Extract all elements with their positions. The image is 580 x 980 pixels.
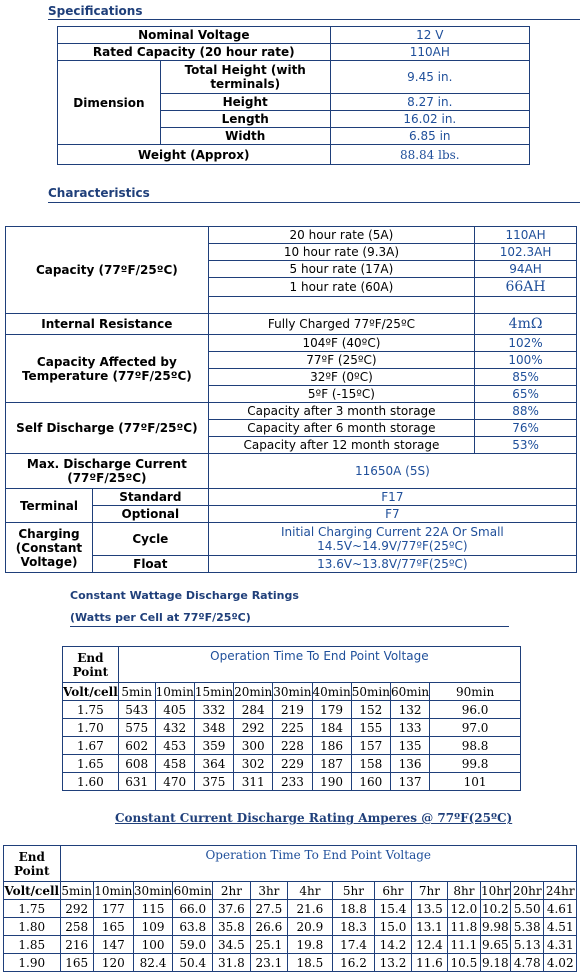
- storage-value: 76%: [475, 420, 577, 437]
- cw-title: Constant Wattage Discharge Ratings: [70, 589, 299, 602]
- rating-value: 302: [234, 755, 273, 773]
- float-value: 13.6V~13.8V/77ºF(25ºC): [208, 556, 576, 573]
- endpoint-header: End Point: [63, 647, 119, 683]
- rating-value: 135: [390, 737, 429, 755]
- rating-value: 9.18: [481, 955, 509, 970]
- column-header: 24hr: [545, 883, 575, 898]
- rating-value: 10.2: [481, 901, 509, 916]
- table-row: [4, 936, 577, 954]
- height-value: 8.27 in.: [330, 94, 529, 111]
- voltcell-value: 1.70: [63, 719, 119, 737]
- rating-value: 332: [194, 701, 233, 719]
- voltcell-value: 1.67: [63, 737, 119, 755]
- storage-condition: Capacity after 3 month storage: [208, 403, 474, 420]
- cw-rule: [70, 626, 509, 627]
- rating-value: 184: [312, 719, 351, 737]
- rating-value: 35.8: [213, 918, 250, 936]
- table-row: [4, 954, 577, 972]
- column-header: 90min: [430, 683, 521, 701]
- rating-value: 219: [273, 701, 312, 719]
- rating-value: 11.1: [448, 936, 480, 954]
- rating-value: 132: [390, 701, 429, 719]
- table-row: [6, 523, 577, 556]
- capacity-temp-label: Capacity Affected by Temperature (77ºF/25ºC): [6, 335, 209, 403]
- column-header: 10min: [155, 684, 194, 699]
- column-header: 20min: [234, 684, 273, 699]
- temp-condition: 77ºF (25ºC): [208, 352, 474, 369]
- rating-value: 190: [312, 773, 351, 791]
- rating-value: 16.2: [332, 954, 375, 972]
- charging-label: Charging (Constant Voltage): [6, 523, 93, 573]
- table-row: [63, 773, 521, 791]
- rating-value: 10.5: [448, 954, 480, 972]
- voltcell-value: 1.85: [4, 936, 61, 954]
- rating-value: 13.5: [411, 900, 447, 918]
- storage-condition: Capacity after 6 month storage: [208, 420, 474, 437]
- weight-value: 88.84 lbs.: [330, 145, 529, 165]
- rating-value: 575: [118, 719, 155, 737]
- capacity-rate: 5 hour rate (17A): [208, 261, 474, 278]
- column-header: 4hr: [288, 882, 333, 900]
- column-header: 60min: [390, 684, 430, 699]
- rating-value: 292: [60, 900, 93, 918]
- rating-value: 165: [93, 918, 133, 936]
- rating-value: 13.1: [411, 918, 447, 936]
- rating-value: 18.3: [332, 918, 375, 936]
- column-header: 30min: [273, 684, 312, 699]
- temp-condition: 5ºF (-15ºC): [208, 386, 474, 403]
- rating-value: 18.8: [332, 900, 375, 918]
- rating-value: 179: [312, 701, 351, 719]
- cycle-value: [208, 523, 576, 556]
- rating-value: 99.8: [430, 755, 521, 773]
- self-discharge-label: Self Discharge (77ºF/25ºC): [6, 403, 209, 454]
- rating-value: 359: [194, 737, 233, 755]
- cw-subtitle: (Watts per Cell at 77ºF/25ºC): [70, 611, 251, 624]
- column-header: 40min: [312, 684, 351, 699]
- rating-value: 4.51: [544, 918, 577, 936]
- rating-value: 23.1: [250, 954, 287, 972]
- rating-value: 19.8: [288, 936, 333, 954]
- rating-value: 37.6: [213, 900, 250, 918]
- rating-value: 96.0: [430, 701, 521, 719]
- storage-value: 53%: [475, 437, 577, 454]
- terminal-label: Terminal: [6, 489, 93, 523]
- max-discharge-label: Max. Discharge Current (77ºF/25ºC): [6, 454, 209, 489]
- cycle-value-line-2: 14.5V~14.9V/77ºF(25ºC): [317, 539, 468, 553]
- rating-value: 21.6: [288, 900, 333, 918]
- rating-value: 100: [133, 936, 173, 954]
- internal-resistance-condition: Fully Charged 77ºF/25ºC: [208, 314, 474, 335]
- rating-value: 101: [430, 773, 521, 791]
- column-header: 2hr: [213, 882, 250, 900]
- rating-value: 4.02: [544, 954, 577, 972]
- nominal-voltage-value: 12 V: [330, 27, 529, 44]
- length-label: Length: [160, 111, 330, 128]
- rating-value: 63.8: [173, 918, 213, 936]
- table-row: [58, 44, 530, 61]
- table-row: [4, 918, 577, 936]
- rating-value: 147: [93, 936, 133, 954]
- rating-value: 258: [60, 918, 93, 936]
- rating-value: 233: [273, 773, 312, 791]
- rated-capacity-value: 110AH: [330, 44, 529, 61]
- voltcell-header: Volt/cell: [4, 883, 60, 898]
- rating-value: 136: [390, 755, 429, 773]
- rating-value: 66.0: [173, 900, 213, 918]
- voltcell-value: 1.75: [63, 701, 119, 719]
- float-label: Float: [92, 556, 208, 573]
- voltcell-value: 1.90: [4, 954, 61, 972]
- voltcell-value: 1.75: [4, 900, 61, 918]
- column-header: 30min: [133, 883, 173, 898]
- table-row: [63, 737, 521, 755]
- rating-value: 602: [118, 737, 155, 755]
- total-height-value: 9.45 in.: [330, 61, 529, 94]
- rating-value: 11.6: [411, 954, 447, 972]
- capacity-rate: 1 hour rate (60A): [208, 278, 474, 297]
- rating-value: 155: [351, 719, 390, 737]
- cycle-value-line-1: Initial Charging Current 22A Or Small: [280, 525, 504, 539]
- nominal-voltage-label: Nominal Voltage: [58, 27, 331, 44]
- characteristics-table: [5, 226, 577, 573]
- optional-value: F7: [208, 506, 576, 523]
- column-header: 10hr: [480, 883, 510, 898]
- width-label: Width: [160, 128, 330, 145]
- rating-value: 12.4: [411, 936, 447, 954]
- rating-value: 97.0: [430, 719, 521, 737]
- table-row: [6, 454, 577, 489]
- rating-value: 115: [133, 900, 173, 918]
- cycle-label: Cycle: [92, 523, 208, 556]
- rating-value: 98.8: [430, 737, 521, 755]
- rating-value: 157: [351, 737, 390, 755]
- rating-value: 11.8: [448, 918, 480, 936]
- table-row: [58, 145, 530, 165]
- rating-value: 300: [234, 737, 273, 755]
- rating-value: 311: [234, 773, 273, 791]
- rating-value: 608: [118, 755, 155, 773]
- storage-condition: Capacity after 12 month storage: [208, 437, 474, 454]
- column-header: 6hr: [375, 882, 411, 900]
- rating-value: 228: [273, 737, 312, 755]
- total-height-label: Total Height (with terminals): [160, 61, 330, 94]
- max-discharge-value: 11650A (5S): [208, 454, 576, 489]
- table-row: [58, 61, 530, 94]
- rating-value: 9.65: [481, 937, 509, 952]
- voltcell-value: 1.65: [63, 755, 119, 773]
- voltcell-header: Volt/cell: [63, 684, 118, 699]
- specifications-rule: [48, 19, 580, 20]
- rating-value: 17.4: [332, 936, 375, 954]
- rating-value: 186: [312, 737, 351, 755]
- rating-value: 82.4: [133, 954, 173, 972]
- table-row: [63, 701, 521, 719]
- table-row: [58, 27, 530, 44]
- temp-value: 85%: [475, 369, 577, 386]
- table-row: [6, 403, 577, 420]
- rating-value: 284: [234, 701, 273, 719]
- rating-value: 4.61: [544, 900, 577, 918]
- capacity-value: 102.3AH: [475, 244, 577, 261]
- column-header: 50min: [351, 684, 390, 699]
- table-row: [6, 489, 577, 506]
- rating-value: 9.98: [481, 919, 509, 934]
- rating-value: 470: [155, 773, 194, 791]
- rating-value: 5.13: [511, 936, 544, 954]
- storage-value: 88%: [475, 403, 577, 420]
- temp-value: 100%: [475, 352, 577, 369]
- rating-value: 25.1: [250, 936, 287, 954]
- column-header: 5hr: [332, 882, 375, 900]
- internal-resistance-label: Internal Resistance: [6, 314, 209, 335]
- rating-value: 158: [351, 755, 390, 773]
- rating-value: 137: [390, 773, 429, 791]
- empty-cell: [475, 297, 577, 314]
- column-header: 5min: [118, 683, 155, 701]
- rating-value: 453: [155, 737, 194, 755]
- rating-value: 109: [133, 918, 173, 936]
- rating-value: 15.0: [375, 918, 411, 936]
- table-row: [63, 719, 521, 737]
- rating-value: 375: [194, 773, 233, 791]
- column-header: 60min: [173, 883, 212, 898]
- rating-value: 165: [60, 954, 93, 972]
- capacity-value: 94AH: [475, 261, 577, 278]
- width-value: 6.85 in: [330, 128, 529, 145]
- table-row: [63, 683, 521, 701]
- column-header: 8hr: [448, 882, 480, 900]
- table-row: [4, 882, 577, 900]
- optional-label: Optional: [92, 506, 208, 523]
- constant-current-table: [3, 845, 577, 972]
- column-header: 20hr: [511, 882, 544, 900]
- temp-value: 102%: [475, 335, 577, 352]
- operation-time-header: Operation Time To End Point Voltage: [60, 846, 577, 882]
- column-header: 7hr: [411, 882, 447, 900]
- temp-condition: 104ºF (40ºC): [208, 335, 474, 352]
- table-row: [63, 647, 521, 683]
- specifications-title: Specifications: [48, 4, 143, 18]
- rating-value: 225: [273, 719, 312, 737]
- rating-value: 4.31: [544, 936, 577, 954]
- rating-value: 631: [118, 773, 155, 791]
- table-row: [4, 900, 577, 918]
- rating-value: 15.4: [375, 900, 411, 918]
- capacity-value: 66AH: [475, 278, 577, 297]
- height-label: Height: [160, 94, 330, 111]
- rating-value: 34.5: [213, 936, 250, 954]
- capacity-value: 110AH: [475, 227, 577, 244]
- table-row: [6, 314, 577, 335]
- rating-value: 364: [194, 755, 233, 773]
- rating-value: 13.2: [375, 954, 411, 972]
- rating-value: 18.5: [288, 954, 333, 972]
- rating-value: 432: [155, 719, 194, 737]
- length-value: 16.02 in.: [330, 111, 529, 128]
- rating-value: 458: [155, 755, 194, 773]
- rating-value: 160: [351, 773, 390, 791]
- voltcell-value: 1.60: [63, 773, 119, 791]
- column-header: 10min: [94, 883, 133, 898]
- characteristics-rule: [48, 202, 580, 203]
- table-row: [63, 755, 521, 773]
- constant-wattage-table: [62, 646, 521, 791]
- rating-value: 348: [194, 719, 233, 737]
- rating-value: 12.0: [448, 900, 480, 918]
- cc-title: Constant Current Discharge Rating Amperes @ 77ºF(25ºC): [115, 811, 513, 825]
- rating-value: 229: [273, 755, 312, 773]
- column-header: 3hr: [250, 882, 287, 900]
- rating-value: 292: [234, 719, 273, 737]
- specifications-table: [57, 26, 530, 165]
- rating-value: 405: [155, 701, 194, 719]
- rated-capacity-label: Rated Capacity (20 hour rate): [58, 44, 331, 61]
- capacity-rate: 20 hour rate (5A): [208, 227, 474, 244]
- rating-value: 31.8: [213, 954, 250, 972]
- capacity-label: Capacity (77ºF/25ºC): [6, 227, 209, 314]
- table-row: [6, 335, 577, 352]
- rating-value: 5.38: [511, 918, 544, 936]
- rating-value: 59.0: [173, 936, 213, 954]
- dimension-label: Dimension: [58, 61, 161, 145]
- rating-value: 4.78: [511, 954, 544, 972]
- temp-value: 65%: [475, 386, 577, 403]
- rating-value: 50.4: [173, 954, 213, 972]
- rating-value: 120: [93, 954, 133, 972]
- rating-value: 27.5: [250, 900, 287, 918]
- empty-cell: [208, 297, 474, 314]
- internal-resistance-value: 4mΩ: [475, 314, 577, 335]
- table-row: [6, 227, 577, 244]
- rating-value: 152: [351, 701, 390, 719]
- rating-value: 216: [60, 936, 93, 954]
- standard-value: F17: [208, 489, 576, 506]
- rating-value: 187: [312, 755, 351, 773]
- endpoint-header: End Point: [4, 846, 61, 882]
- rating-value: 543: [118, 701, 155, 719]
- rating-value: 5.50: [511, 900, 544, 918]
- rating-value: 14.2: [375, 936, 411, 954]
- characteristics-title: Characteristics: [48, 186, 150, 200]
- capacity-rate: 10 hour rate (9.3A): [208, 244, 474, 261]
- table-row: [4, 846, 577, 882]
- weight-label: Weight (Approx): [58, 145, 331, 165]
- voltcell-value: 1.80: [4, 918, 61, 936]
- rating-value: 177: [93, 900, 133, 918]
- column-header: 15min: [194, 684, 234, 699]
- column-header: 5min: [61, 883, 93, 898]
- standard-label: Standard: [92, 489, 208, 506]
- rating-value: 133: [390, 719, 429, 737]
- operation-time-header: Operation Time To End Point Voltage: [118, 647, 520, 683]
- rating-value: 20.9: [288, 918, 333, 936]
- temp-condition: 32ºF (0ºC): [208, 369, 474, 386]
- rating-value: 26.6: [250, 918, 287, 936]
